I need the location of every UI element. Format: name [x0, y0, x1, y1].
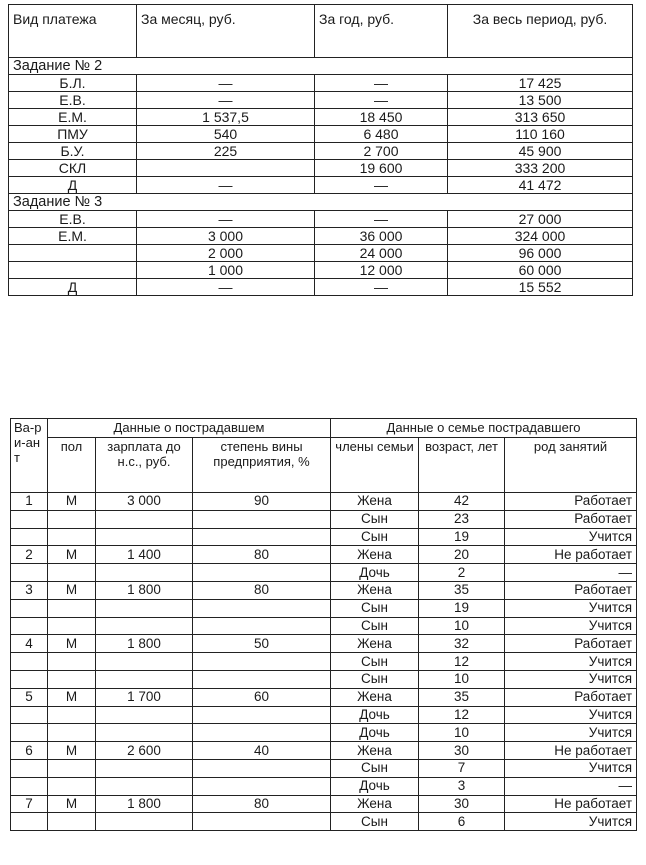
fault-cell	[193, 617, 331, 635]
header-salary: зарплата до н.с., руб.	[96, 438, 193, 493]
variant-cell	[11, 670, 48, 688]
header-per-month: За месяц, руб.	[137, 5, 315, 58]
whole-period-cell: 15 552	[448, 279, 633, 296]
variant-cell: 5	[11, 688, 48, 706]
sex-cell: М	[48, 688, 96, 706]
occupation-cell: Не работает	[505, 742, 637, 760]
payment-row	[9, 126, 633, 143]
fault-cell	[193, 759, 331, 777]
salary-cell	[96, 724, 193, 742]
per-year-cell: 19 600	[315, 160, 448, 177]
sex-cell	[48, 670, 96, 688]
variants-table	[10, 418, 637, 831]
family-member-cell: Дочь	[331, 706, 419, 724]
whole-period-cell: 96 000	[448, 245, 633, 262]
family-member-cell: Жена	[331, 581, 419, 599]
occupation-cell: Учится	[505, 653, 637, 671]
fault-cell	[193, 599, 331, 617]
age-cell: 23	[419, 510, 505, 528]
sex-cell: М	[48, 546, 96, 564]
salary-cell	[96, 510, 193, 528]
salary-cell	[96, 564, 193, 582]
payments-table	[8, 4, 633, 296]
variant-row	[11, 670, 637, 688]
fault-cell	[193, 813, 331, 831]
per-month-cell: —	[137, 211, 315, 228]
whole-period-cell: 45 900	[448, 143, 633, 160]
salary-cell: 1 700	[96, 688, 193, 706]
payment-type-cell: Е.В.	[9, 92, 137, 109]
header-payment-type: Вид платежа	[9, 5, 137, 58]
payment-type-cell: Д	[9, 177, 137, 194]
sex-cell	[48, 653, 96, 671]
variant-row	[11, 599, 637, 617]
age-cell: 35	[419, 581, 505, 599]
sex-cell: М	[48, 635, 96, 653]
header-variant: Ва-ри-ант	[11, 419, 48, 493]
payment-type-cell	[9, 245, 137, 262]
per-month-cell: 1 000	[137, 262, 315, 279]
payments-header-row	[9, 5, 633, 58]
per-month-cell: —	[137, 75, 315, 92]
payment-row	[9, 75, 633, 92]
per-year-cell: —	[315, 279, 448, 296]
header-sex: пол	[48, 438, 96, 493]
occupation-cell: Учится	[505, 528, 637, 546]
whole-period-cell: 27 000	[448, 211, 633, 228]
family-member-cell: Жена	[331, 493, 419, 511]
age-cell: 32	[419, 635, 505, 653]
per-month-cell: —	[137, 177, 315, 194]
sex-cell	[48, 528, 96, 546]
fault-cell: 80	[193, 581, 331, 599]
salary-cell: 2 600	[96, 742, 193, 760]
family-member-cell: Сын	[331, 599, 419, 617]
family-member-cell: Жена	[331, 742, 419, 760]
occupation-cell: Учится	[505, 759, 637, 777]
payment-type-cell: Е.М.	[9, 109, 137, 126]
variant-cell: 6	[11, 742, 48, 760]
whole-period-cell: 313 650	[448, 109, 633, 126]
variant-cell	[11, 564, 48, 582]
occupation-cell: —	[505, 564, 637, 582]
header-whole-period: За весь период, руб.	[448, 5, 633, 58]
age-cell: 3	[419, 777, 505, 795]
salary-cell	[96, 670, 193, 688]
payment-row	[9, 262, 633, 279]
variants-header-row-2	[11, 438, 637, 493]
age-cell: 19	[419, 599, 505, 617]
section-title: Задание № 2	[9, 58, 633, 75]
per-year-cell: —	[315, 92, 448, 109]
salary-cell: 3 000	[96, 493, 193, 511]
occupation-cell: Работает	[505, 493, 637, 511]
sex-cell	[48, 759, 96, 777]
variant-cell	[11, 759, 48, 777]
variant-row	[11, 759, 637, 777]
occupation-cell: Работает	[505, 510, 637, 528]
sex-cell: М	[48, 742, 96, 760]
variant-row	[11, 546, 637, 564]
fault-cell: 50	[193, 635, 331, 653]
header-per-year: За год, руб.	[315, 5, 448, 58]
salary-cell	[96, 528, 193, 546]
family-member-cell: Сын	[331, 653, 419, 671]
payment-type-cell: Д	[9, 279, 137, 296]
header-family-data: Данные о семье пострадавшего	[331, 419, 637, 438]
salary-cell	[96, 653, 193, 671]
per-year-cell: 2 700	[315, 143, 448, 160]
per-month-cell	[137, 160, 315, 177]
payment-type-cell: Е.В.	[9, 211, 137, 228]
sex-cell: М	[48, 795, 96, 813]
variant-row	[11, 688, 637, 706]
age-cell: 6	[419, 813, 505, 831]
fault-cell	[193, 777, 331, 795]
variant-row	[11, 742, 637, 760]
fault-cell	[193, 510, 331, 528]
variant-cell	[11, 813, 48, 831]
family-member-cell: Сын	[331, 510, 419, 528]
occupation-cell: Учится	[505, 724, 637, 742]
occupation-cell: Работает	[505, 688, 637, 706]
sex-cell	[48, 564, 96, 582]
per-year-cell: 36 000	[315, 228, 448, 245]
family-member-cell: Жена	[331, 688, 419, 706]
variants-body	[11, 493, 637, 831]
family-member-cell: Сын	[331, 813, 419, 831]
per-month-cell: 225	[137, 143, 315, 160]
family-member-cell: Сын	[331, 617, 419, 635]
whole-period-cell: 17 425	[448, 75, 633, 92]
salary-cell	[96, 599, 193, 617]
variant-cell	[11, 510, 48, 528]
age-cell: 42	[419, 493, 505, 511]
salary-cell	[96, 759, 193, 777]
variant-row	[11, 617, 637, 635]
sex-cell	[48, 599, 96, 617]
header-family-members: члены семьи	[331, 438, 419, 493]
family-member-cell: Дочь	[331, 777, 419, 795]
whole-period-cell: 333 200	[448, 160, 633, 177]
whole-period-cell: 13 500	[448, 92, 633, 109]
age-cell: 10	[419, 670, 505, 688]
per-month-cell: 3 000	[137, 228, 315, 245]
variant-row	[11, 777, 637, 795]
occupation-cell: Не работает	[505, 546, 637, 564]
sex-cell	[48, 724, 96, 742]
family-member-cell: Дочь	[331, 564, 419, 582]
header-fault: степень вины предприятия, %	[193, 438, 331, 493]
payment-row	[9, 245, 633, 262]
variant-row	[11, 564, 637, 582]
sex-cell	[48, 510, 96, 528]
age-cell: 7	[419, 759, 505, 777]
variant-row	[11, 706, 637, 724]
age-cell: 10	[419, 617, 505, 635]
per-year-cell: 6 480	[315, 126, 448, 143]
sex-cell: М	[48, 493, 96, 511]
payment-row	[9, 143, 633, 160]
payment-row	[9, 92, 633, 109]
payment-row	[9, 160, 633, 177]
variant-row	[11, 795, 637, 813]
salary-cell: 1 800	[96, 635, 193, 653]
variant-row	[11, 528, 637, 546]
sex-cell	[48, 813, 96, 831]
fault-cell	[193, 670, 331, 688]
per-year-cell: —	[315, 177, 448, 194]
salary-cell	[96, 706, 193, 724]
fault-cell	[193, 528, 331, 546]
sex-cell	[48, 617, 96, 635]
salary-cell	[96, 813, 193, 831]
fault-cell	[193, 706, 331, 724]
occupation-cell: Учится	[505, 617, 637, 635]
section-row	[9, 194, 633, 211]
per-month-cell: 1 537,5	[137, 109, 315, 126]
salary-cell	[96, 617, 193, 635]
sex-cell: М	[48, 581, 96, 599]
occupation-cell: Учится	[505, 706, 637, 724]
payment-type-cell: СКЛ	[9, 160, 137, 177]
fault-cell	[193, 564, 331, 582]
salary-cell: 1 400	[96, 546, 193, 564]
per-month-cell: —	[137, 279, 315, 296]
occupation-cell: Учится	[505, 670, 637, 688]
fault-cell: 80	[193, 546, 331, 564]
family-member-cell: Сын	[331, 670, 419, 688]
age-cell: 30	[419, 795, 505, 813]
age-cell: 12	[419, 706, 505, 724]
variant-row	[11, 510, 637, 528]
per-year-cell: 18 450	[315, 109, 448, 126]
fault-cell: 90	[193, 493, 331, 511]
age-cell: 20	[419, 546, 505, 564]
salary-cell: 1 800	[96, 795, 193, 813]
variant-cell: 4	[11, 635, 48, 653]
payment-row	[9, 211, 633, 228]
fault-cell	[193, 724, 331, 742]
variant-cell: 1	[11, 493, 48, 511]
header-age: возраст, лет	[419, 438, 505, 493]
fault-cell: 40	[193, 742, 331, 760]
age-cell: 19	[419, 528, 505, 546]
whole-period-cell: 41 472	[448, 177, 633, 194]
age-cell: 35	[419, 688, 505, 706]
family-member-cell: Сын	[331, 759, 419, 777]
occupation-cell: Учится	[505, 599, 637, 617]
payment-row	[9, 177, 633, 194]
per-year-cell: 24 000	[315, 245, 448, 262]
variant-row	[11, 581, 637, 599]
age-cell: 30	[419, 742, 505, 760]
payment-row	[9, 228, 633, 245]
family-member-cell: Жена	[331, 635, 419, 653]
occupation-cell: Не работает	[505, 795, 637, 813]
occupation-cell: —	[505, 777, 637, 795]
occupation-cell: Работает	[505, 581, 637, 599]
payments-body	[9, 58, 633, 296]
family-member-cell: Жена	[331, 795, 419, 813]
age-cell: 10	[419, 724, 505, 742]
salary-cell	[96, 777, 193, 795]
section-title: Задание № 3	[9, 194, 633, 211]
occupation-cell: Учится	[505, 813, 637, 831]
header-victim-data: Данные о пострадавшем	[48, 419, 331, 438]
variant-cell	[11, 653, 48, 671]
variant-cell	[11, 777, 48, 795]
payment-type-cell: Е.М.	[9, 228, 137, 245]
payment-type-cell	[9, 262, 137, 279]
per-month-cell: —	[137, 92, 315, 109]
sex-cell	[48, 706, 96, 724]
salary-cell: 1 800	[96, 581, 193, 599]
whole-period-cell: 60 000	[448, 262, 633, 279]
payment-type-cell: Б.Л.	[9, 75, 137, 92]
variant-row	[11, 724, 637, 742]
payment-row	[9, 109, 633, 126]
family-member-cell: Сын	[331, 528, 419, 546]
section-row	[9, 58, 633, 75]
fault-cell: 60	[193, 688, 331, 706]
age-cell: 12	[419, 653, 505, 671]
variant-cell	[11, 528, 48, 546]
per-month-cell: 2 000	[137, 245, 315, 262]
whole-period-cell: 110 160	[448, 126, 633, 143]
per-month-cell: 540	[137, 126, 315, 143]
fault-cell: 80	[193, 795, 331, 813]
fault-cell	[193, 653, 331, 671]
variants-header-row-1	[11, 419, 637, 438]
variant-cell: 3	[11, 581, 48, 599]
family-member-cell: Жена	[331, 546, 419, 564]
per-year-cell: —	[315, 211, 448, 228]
family-member-cell: Дочь	[331, 724, 419, 742]
sex-cell	[48, 777, 96, 795]
age-cell: 2	[419, 564, 505, 582]
occupation-cell: Работает	[505, 635, 637, 653]
payment-row	[9, 279, 633, 296]
variant-cell	[11, 706, 48, 724]
variant-cell: 2	[11, 546, 48, 564]
variant-cell	[11, 617, 48, 635]
payment-type-cell: ПМУ	[9, 126, 137, 143]
variant-row	[11, 493, 637, 511]
variant-cell: 7	[11, 795, 48, 813]
whole-period-cell: 324 000	[448, 228, 633, 245]
per-year-cell: —	[315, 75, 448, 92]
per-year-cell: 12 000	[315, 262, 448, 279]
variant-row	[11, 653, 637, 671]
payment-type-cell: Б.У.	[9, 143, 137, 160]
variant-row	[11, 813, 637, 831]
variant-cell	[11, 599, 48, 617]
variant-row	[11, 635, 637, 653]
variant-cell	[11, 724, 48, 742]
header-occupation: род занятий	[505, 438, 637, 493]
